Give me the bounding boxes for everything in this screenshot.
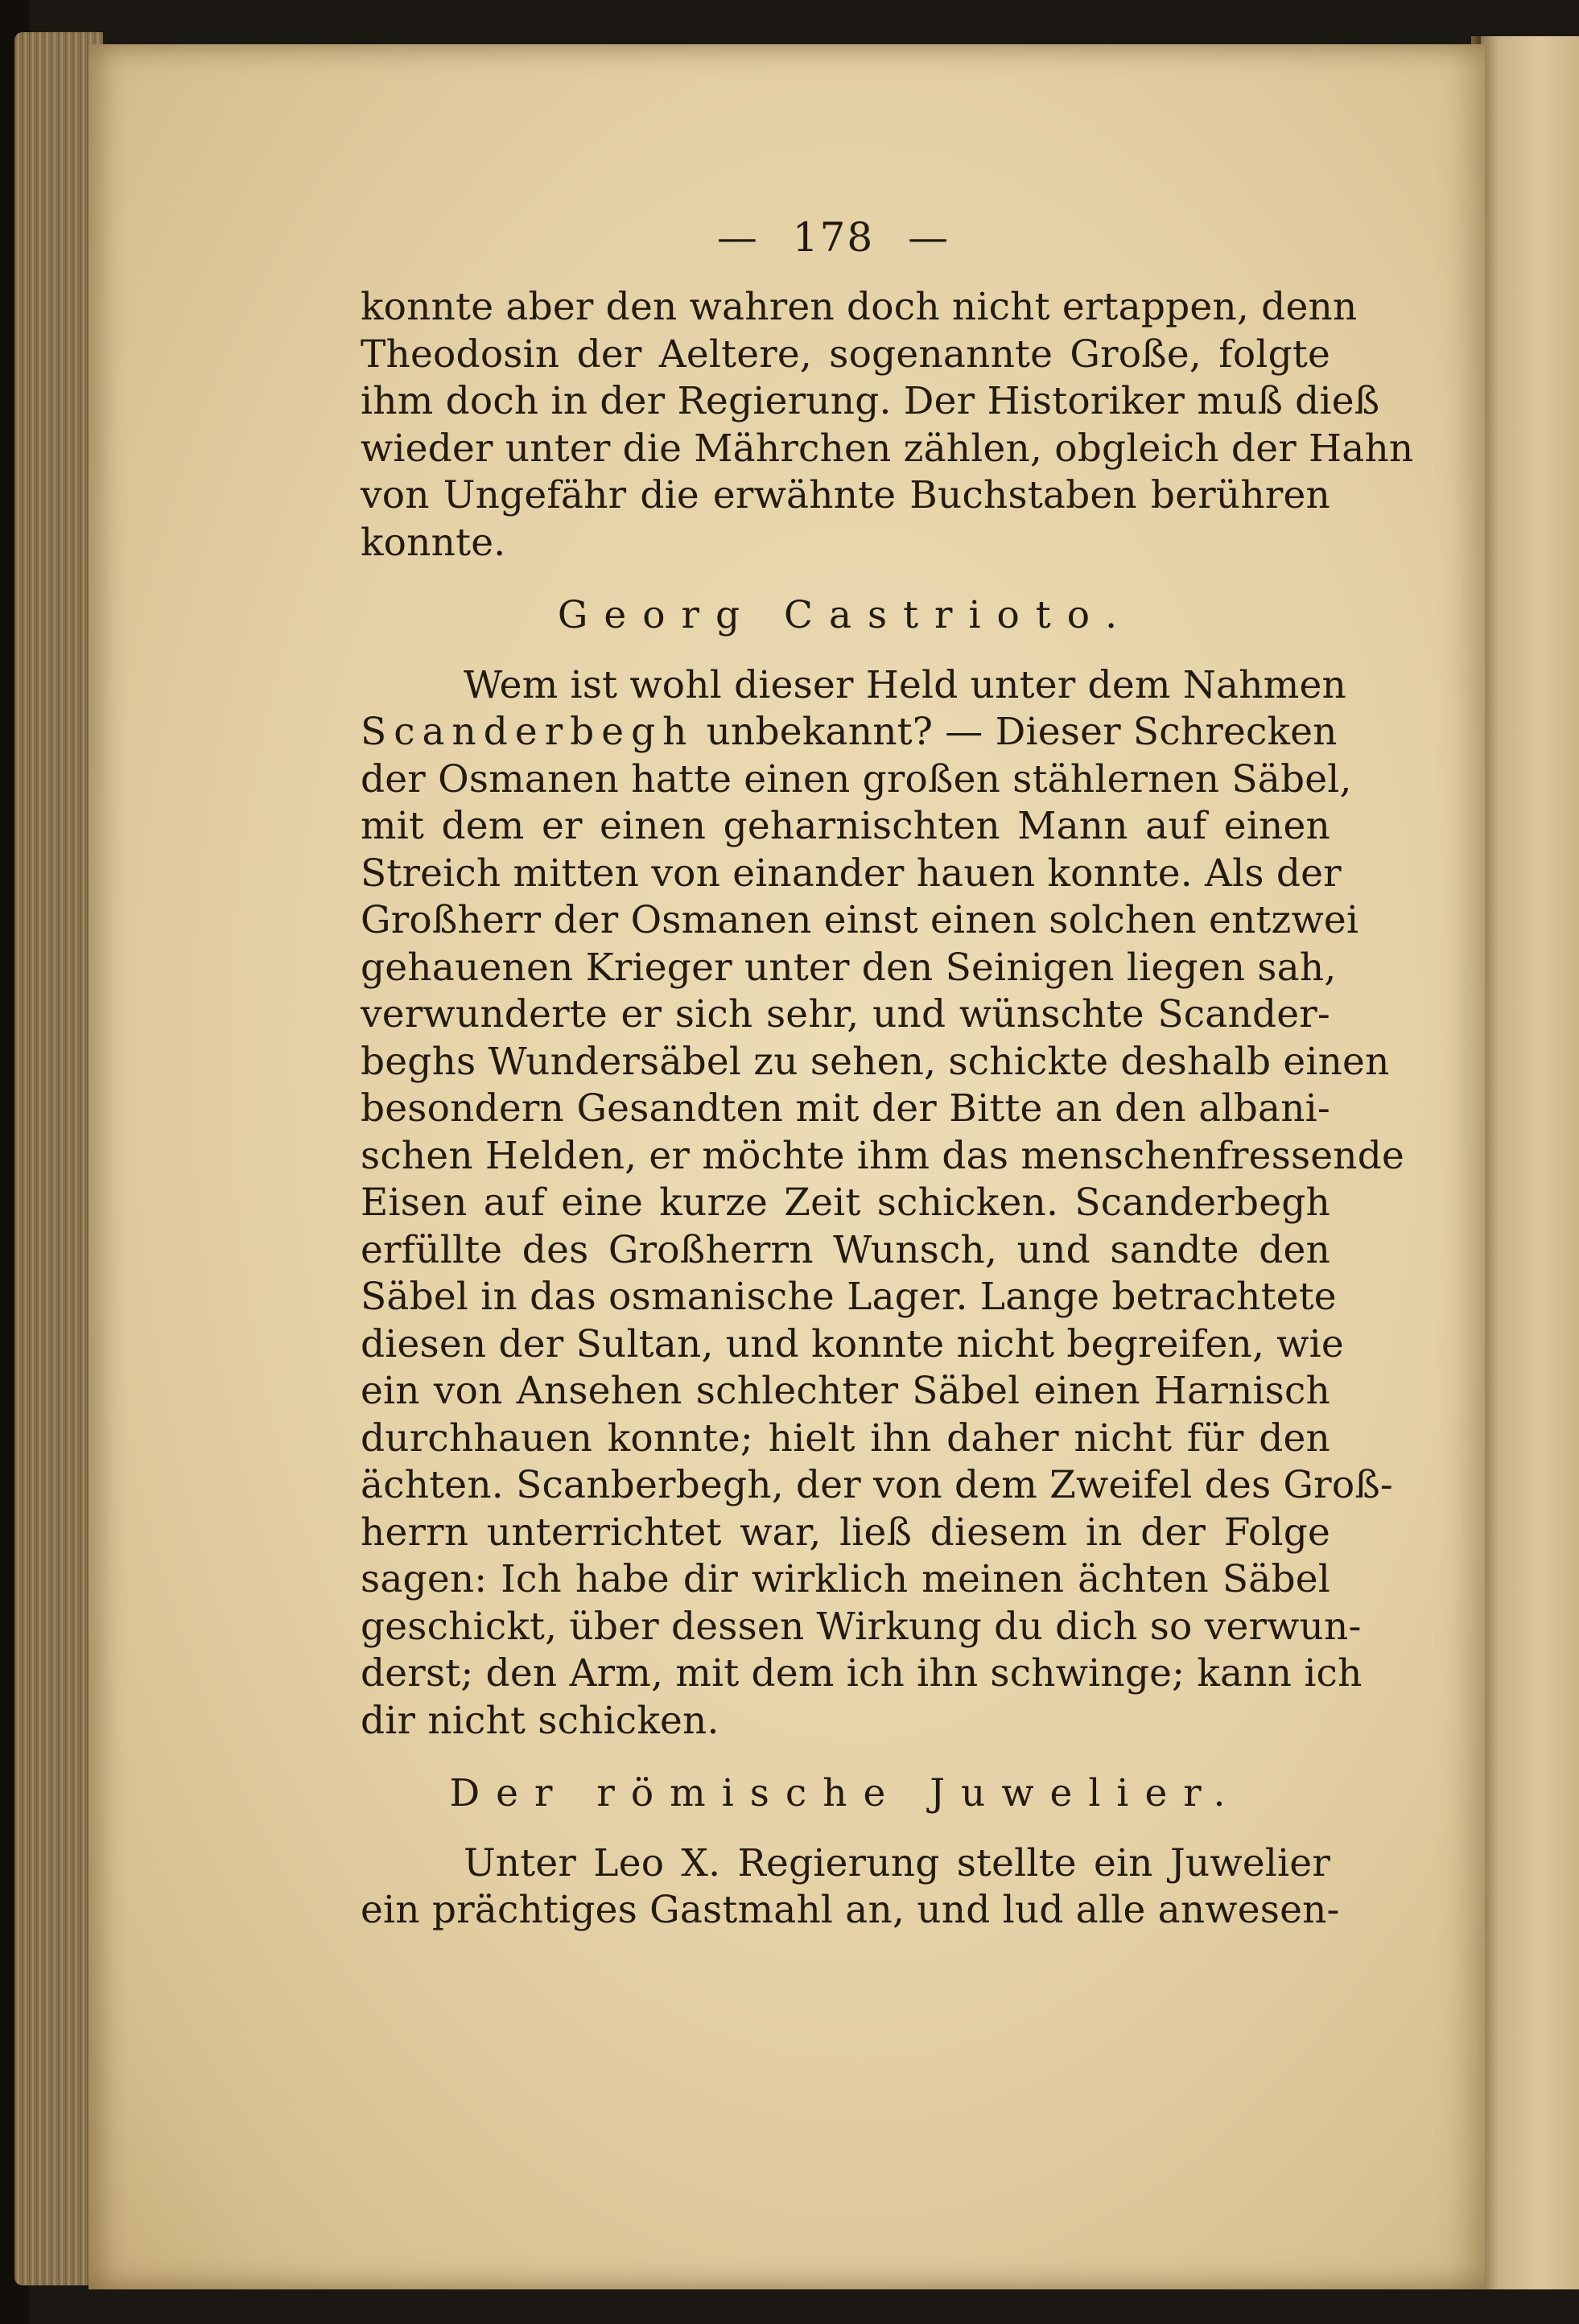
section-body bbox=[361, 1840, 1340, 1935]
text-line: dir nicht schicken. bbox=[361, 1698, 719, 1743]
text-line: durchhauen konnte; hielt ihn daher nicht für den bbox=[361, 1415, 1330, 1461]
text-line: konnte. bbox=[361, 520, 506, 565]
section-heading: Der römische Juwelier. bbox=[449, 1771, 1242, 1815]
text-line: beghs Wundersäbel zu sehen, schickte deshalb einen bbox=[361, 1039, 1390, 1084]
running-head bbox=[336, 205, 1330, 270]
text-line: konnte aber den wahren doch nicht ertappen, denn bbox=[361, 285, 1358, 329]
text-line: ein von Ansehen schlechter Säbel einen Harnisch bbox=[361, 1369, 1330, 1413]
text-run: unbekannt? — Dieser Schrecken bbox=[694, 710, 1338, 754]
text-line: gehauenen Krieger unter den Seinigen liegen sah, bbox=[361, 945, 1337, 990]
text-line: ächten. Scanberbegh, der von dem Zweifel des Groß- bbox=[361, 1463, 1394, 1507]
text-line: Unter Leo X. Regierung stellte ein Juwelier bbox=[464, 1840, 1330, 1885]
text-line: von Ungefähr die erwähnte Buchstaben berühren bbox=[361, 473, 1330, 517]
text-line: der Osmanen hatte einen großen stählernen Säbel, bbox=[361, 756, 1352, 801]
text-line: derst; den Arm, mit dem ich ihn schwinge; kann ich bbox=[361, 1651, 1363, 1696]
text-line: erfüllte des Großherrn Wunsch, und sandte den bbox=[361, 1227, 1330, 1272]
text-line: verwunderte er sich sehr, und wünschte Scander- bbox=[361, 992, 1330, 1036]
dash-left: — bbox=[716, 214, 759, 261]
text-line: sagen: Ich habe dir wirklich meinen ächten Säbel bbox=[361, 1557, 1330, 1601]
page-number: 178 bbox=[792, 214, 875, 261]
text-line: Großherr der Osmanen einst einen solchen entzwei bbox=[361, 898, 1359, 942]
paragraph-continued bbox=[361, 284, 1414, 567]
text-line: ihm doch in der Regierung. Der Historiker muß dieß bbox=[361, 379, 1380, 423]
text-line bbox=[361, 709, 1338, 756]
text-line: Eisen auf eine kurze Zeit schicken. Scanderbegh bbox=[361, 1181, 1330, 1225]
section-body bbox=[361, 662, 1405, 1745]
spaced-name: Scanderbegh bbox=[361, 710, 695, 754]
text-line: wieder unter die Mährchen zählen, obgleich der Hahn bbox=[361, 426, 1414, 471]
text-line: Theodosin der Aeltere, sogenannte Große, folgte bbox=[361, 332, 1330, 377]
text-line: geschickt, über dessen Wirkung du dich so verwun- bbox=[361, 1604, 1362, 1649]
dash-right: — bbox=[908, 214, 950, 261]
text-line: schen Helden, er möchte ihm das menschenfressende bbox=[361, 1133, 1405, 1178]
text-line: mit dem er einen geharnischten Mann auf einen bbox=[361, 804, 1330, 848]
text-line: herrn unterrichtet war, ließ diesem in der Folge bbox=[361, 1510, 1330, 1555]
section-heading: Georg Castrioto. bbox=[557, 593, 1134, 637]
text-line: besondern Gesandten mit der Bitte an den albani- bbox=[361, 1086, 1330, 1131]
text-line: Wem ist wohl dieser Held unter dem Nahmen bbox=[464, 662, 1347, 707]
text-line: Säbel in das osmanische Lager. Lange betrachtete bbox=[361, 1275, 1337, 1319]
text-block bbox=[361, 205, 1414, 1935]
facing-page-edge bbox=[1481, 36, 1579, 2289]
text-line: Streich mitten von einander hauen konnte. Als der bbox=[361, 851, 1342, 896]
text-line: ein prächtiges Gastmahl an, und lud alle anwesen- bbox=[361, 1888, 1340, 1932]
text-line: diesen der Sultan, und konnte nicht begreifen, wie bbox=[361, 1321, 1344, 1366]
